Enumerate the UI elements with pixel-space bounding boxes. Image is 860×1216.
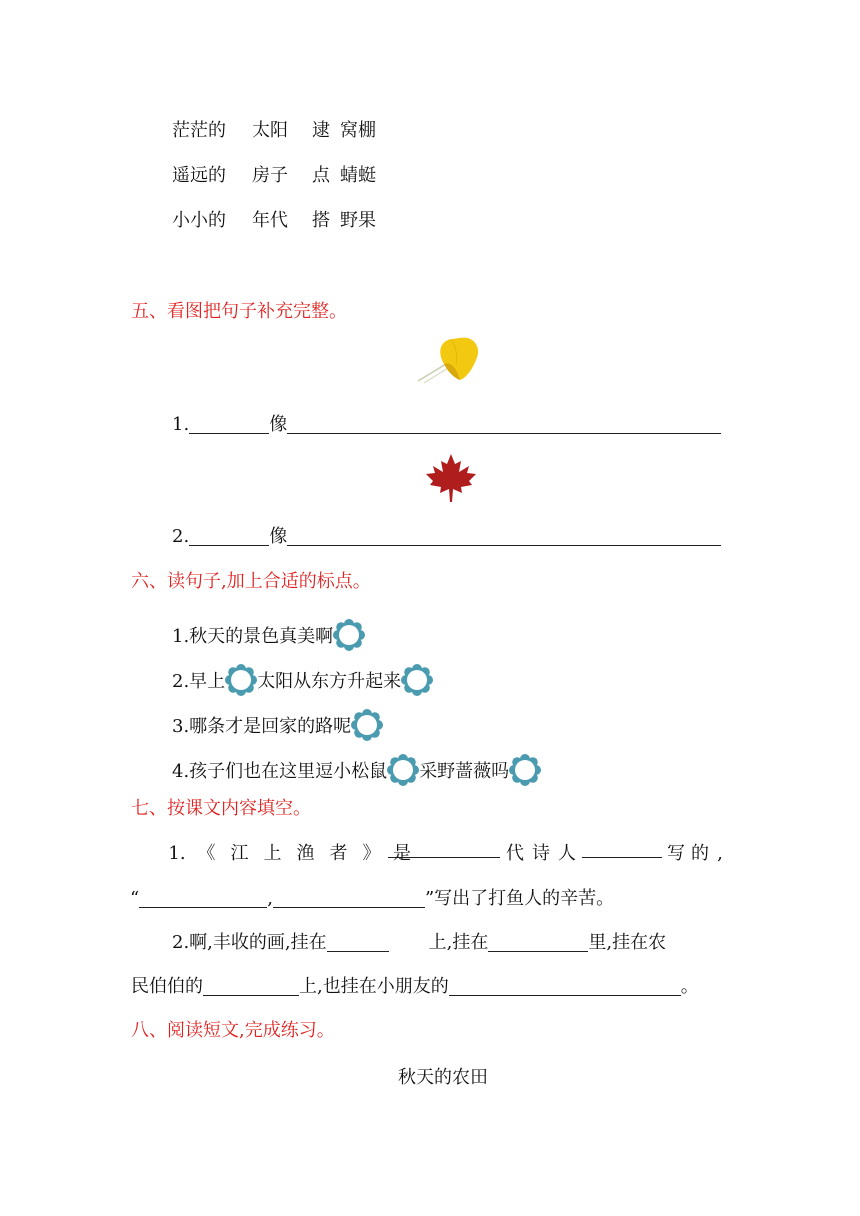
sentence-text: 2.早上 [172, 671, 226, 692]
answer-blank[interactable] [287, 527, 721, 546]
punctuation-flower-icon[interactable] [387, 754, 419, 786]
section6-heading: 六、读句子,加上合适的标点。 [131, 571, 371, 592]
section7-q2-line1 [172, 928, 666, 954]
match-row-2 [172, 161, 376, 187]
answer-blank[interactable] [189, 415, 269, 434]
punctuation-flower-icon[interactable] [225, 664, 257, 696]
item-word: 像 [269, 526, 288, 547]
punctuation-flower-icon[interactable] [351, 709, 383, 741]
match-word: 窝棚 [340, 120, 376, 141]
item-word: 像 [269, 414, 288, 435]
text-char: 渔 [296, 843, 315, 864]
maple-leaf-icon [424, 453, 478, 503]
match-word: 茫茫的 [172, 120, 226, 141]
sentence-text: 3.哪条才是回家的路呢 [172, 716, 352, 737]
sentence-text: 2.啊,丰收的画,挂在 [172, 932, 327, 953]
text-char: 上 [263, 843, 282, 864]
answer-blank[interactable] [327, 933, 389, 952]
comma-mark: , [267, 888, 273, 909]
text-char: 是 [393, 843, 411, 864]
text-char: 者 [329, 843, 348, 864]
answer-blank[interactable] [449, 977, 681, 996]
section7-heading: 七、按课文内容填空。 [131, 798, 311, 819]
match-word: 搭 [312, 210, 330, 231]
sentence-text: 里,挂在农 [588, 932, 667, 953]
passage-title: 秋天的农田 [398, 1067, 488, 1088]
text-char: 《 [197, 843, 216, 864]
section6-item-1 [172, 619, 365, 651]
match-word: 蜻蜓 [340, 165, 376, 186]
section6-item-3 [172, 709, 383, 741]
section7-q1-mid [502, 839, 580, 865]
ginkgo-leaf-icon [416, 334, 482, 386]
text-char: 》 [362, 843, 381, 864]
answer-blank[interactable] [582, 839, 662, 858]
item-number: 1. [172, 414, 190, 435]
match-row-3 [172, 206, 376, 232]
section7-q2-line2 [131, 972, 699, 998]
answer-blank[interactable] [488, 933, 588, 952]
match-word: 小小的 [172, 210, 226, 231]
item-number: 2. [172, 526, 190, 547]
section7-q1-line2 [130, 884, 614, 910]
section5-item-1 [172, 410, 721, 436]
text-char: 1. [168, 843, 186, 864]
text-char: 江 [230, 843, 249, 864]
match-word: 野果 [340, 210, 376, 231]
punctuation-flower-icon[interactable] [509, 754, 541, 786]
text-char: 人 [558, 843, 576, 864]
text-char: 代 [506, 843, 524, 864]
sentence-text: 民伯伯的 [131, 976, 203, 997]
match-word: 年代 [252, 210, 288, 231]
answer-blank[interactable] [287, 415, 721, 434]
sentence-text: 1.秋天的景色真美啊 [172, 626, 334, 647]
text-char: 的 [691, 843, 709, 864]
sentence-text: 。 [680, 976, 699, 997]
answer-blank[interactable] [139, 889, 267, 908]
section5-heading: 五、看图把句子补充完整。 [131, 301, 347, 322]
answer-blank[interactable] [189, 527, 269, 546]
punctuation-flower-icon[interactable] [333, 619, 365, 651]
answer-blank[interactable] [203, 977, 299, 996]
text-char: 诗 [532, 843, 550, 864]
sentence-text: 上,挂在 [428, 932, 489, 953]
text-char: 写 [667, 843, 685, 864]
answer-blank[interactable] [388, 839, 500, 858]
section6-item-4 [172, 754, 541, 786]
sentence-text: 上,也挂在小朋友的 [299, 976, 449, 997]
match-word: 点 [312, 165, 330, 186]
sentence-text: ”写出了打鱼人的辛苦。 [424, 888, 615, 909]
match-word: 太阳 [252, 120, 288, 141]
section6-item-2 [172, 664, 433, 696]
match-word: 遥远的 [172, 165, 226, 186]
quote-mark: “ [130, 888, 140, 909]
text-char: , [717, 843, 723, 864]
match-word: 房子 [252, 165, 288, 186]
section7-q1-end [664, 839, 728, 865]
punctuation-flower-icon[interactable] [401, 664, 433, 696]
match-word: 逮 [312, 120, 330, 141]
answer-blank[interactable] [273, 889, 425, 908]
sentence-text: 太阳从东方升起来 [257, 671, 402, 692]
section8-heading: 八、阅读短文,完成练习。 [131, 1020, 335, 1041]
section5-item-2 [172, 522, 721, 548]
match-row-1 [172, 116, 376, 142]
sentence-text: 4.孩子们也在这里逗小松鼠 [172, 761, 388, 782]
sentence-text: 采野蔷薇吗 [419, 761, 510, 782]
section7-q1-line1 [164, 839, 416, 865]
